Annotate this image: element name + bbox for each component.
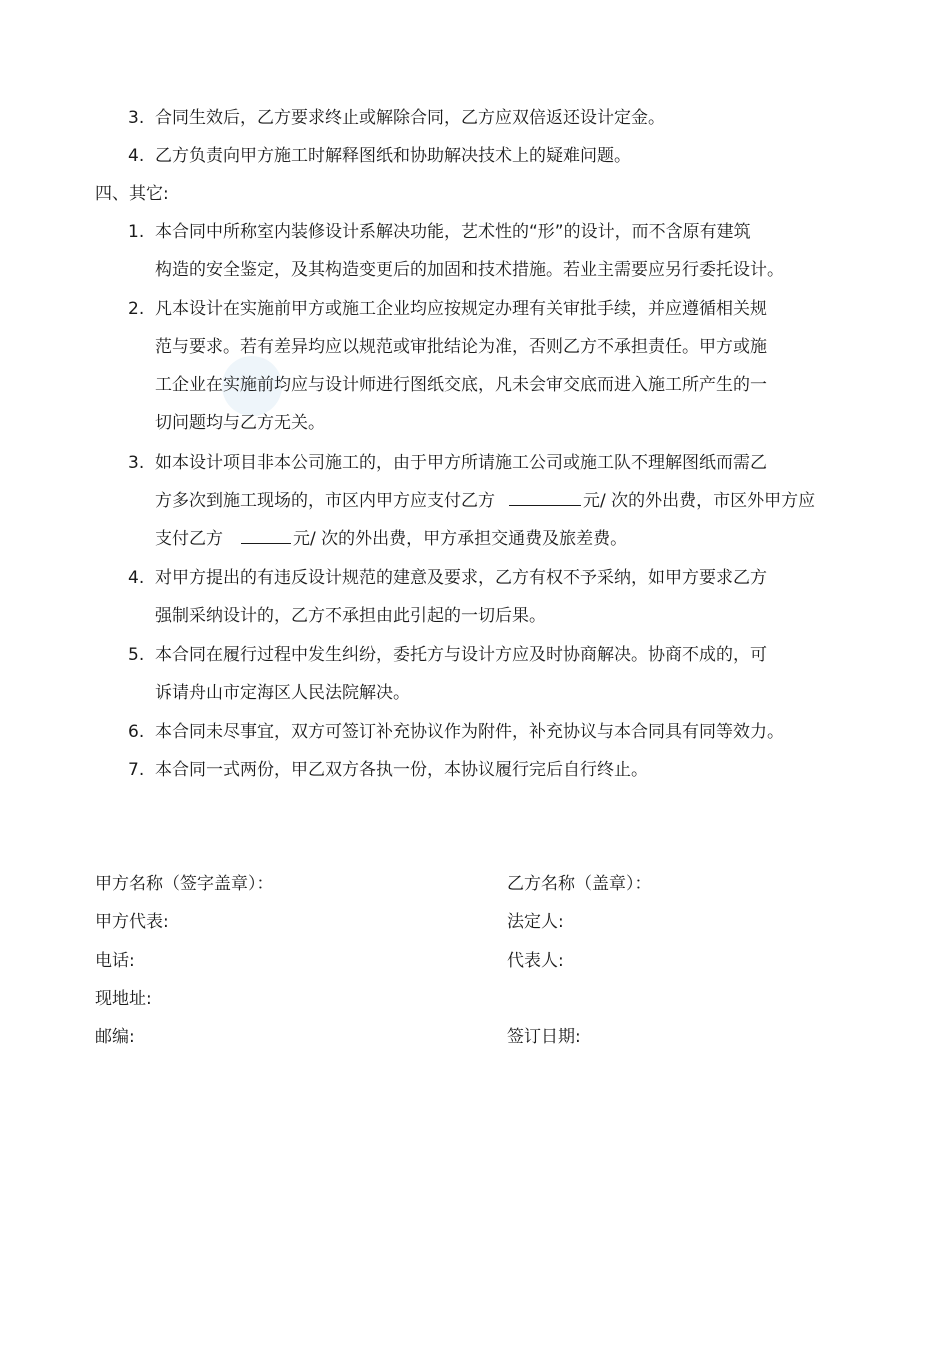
fee-blank-urban xyxy=(509,493,581,506)
item-number: 7. xyxy=(128,760,145,780)
item-text-part: 支付乙方 xyxy=(155,529,223,549)
item-text: 强制采纳设计的，乙方不承担由此引起的一切后果。 xyxy=(155,606,546,626)
party-a-phone-label: 电话: xyxy=(95,951,135,971)
item-text: 合同生效后，乙方要求终止或解除合同，乙方应双倍返还设计定金。 xyxy=(155,108,665,128)
item-number: 3. xyxy=(128,453,145,473)
fee-blank-suburban xyxy=(241,531,291,544)
item-number: 4. xyxy=(128,146,145,166)
party-b-legal-person-label: 法定人: xyxy=(507,912,564,932)
item-text xyxy=(155,528,627,550)
item-number: 6. xyxy=(128,722,145,742)
item-text-part: 元/ 次的外出费，甲方承担交通费及旅差费。 xyxy=(293,529,628,549)
item-text: 本合同中所称室内装修设计系解决功能，艺术性的“形”的设计，而不含原有建筑 xyxy=(155,222,751,242)
item-text: 构造的安全鉴定，及其构造变更后的加固和技术措施。若业主需要应另行委托设计。 xyxy=(155,260,784,280)
item-number: 5. xyxy=(128,645,145,665)
party-b-name-label: 乙方名称（盖章）： xyxy=(507,874,652,894)
item-number: 1. xyxy=(128,222,145,242)
item-text: 如本设计项目非本公司施工的，由于甲方所请施工公司或施工队不理解图纸而需乙 xyxy=(155,453,767,473)
item-text xyxy=(155,490,815,512)
section-heading: 四、其它: xyxy=(95,184,169,204)
item-text: 本合同一式两份，甲乙双方各执一份，本协议履行完后自行终止。 xyxy=(155,760,648,780)
item-number: 3. xyxy=(128,108,145,128)
item-text-part: 方多次到施工现场的，市区内甲方应支付乙方 xyxy=(155,491,495,511)
party-a-address-label: 现地址: xyxy=(95,989,152,1009)
party-b-representative-label: 代表人: xyxy=(507,951,564,971)
item-text: 工企业在实施前均应与设计师进行图纸交底，凡未会审交底而进入施工所产生的一 xyxy=(155,375,767,395)
item-text: 凡本设计在实施前甲方或施工企业均应按规定办理有关审批手续，并应遵循相关规 xyxy=(155,299,767,319)
party-a-postcode-label: 邮编: xyxy=(95,1027,135,1047)
item-text: 本合同未尽事宜，双方可签订补充协议作为附件，补充协议与本合同具有同等效力。 xyxy=(155,722,784,742)
item-text: 对甲方提出的有违反设计规范的建意及要求，乙方有权不予采纳，如甲方要求乙方 xyxy=(155,568,767,588)
sign-date-label: 签订日期: xyxy=(507,1027,581,1047)
party-a-rep-label: 甲方代表: xyxy=(95,912,169,932)
item-text-part: 元/ 次的外出费，市区外甲方应 xyxy=(583,491,816,511)
item-text: 诉请舟山市定海区人民法院解决。 xyxy=(155,683,410,703)
item-text: 乙方负责向甲方施工时解释图纸和协助解决技术上的疑难问题。 xyxy=(155,146,631,166)
item-text: 本合同在履行过程中发生纠纷，委托方与设计方应及时协商解决。协商不成的，可 xyxy=(155,645,767,665)
item-number: 2. xyxy=(128,299,145,319)
item-text: 范与要求。若有差异均应以规范或审批结论为准，否则乙方不承担责任。甲方或施 xyxy=(155,337,767,357)
item-number: 4. xyxy=(128,568,145,588)
party-a-name-label: 甲方名称（签字盖章）： xyxy=(95,874,274,894)
item-text: 切问题均与乙方无关。 xyxy=(155,413,325,433)
